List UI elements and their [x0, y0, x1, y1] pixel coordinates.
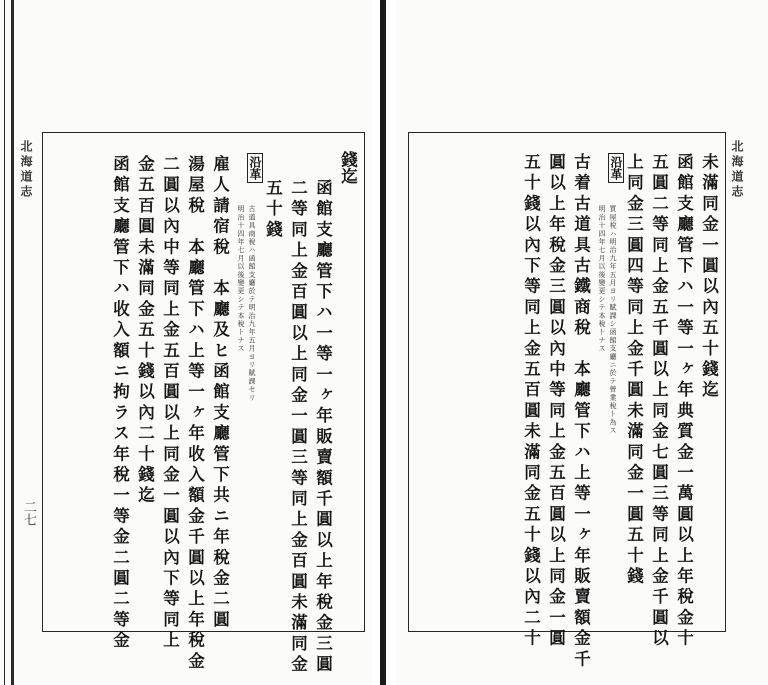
left-running-header: 北海道志 — [19, 140, 33, 200]
text-line: 函館支廳管下ハ一等一ヶ年販賣額千圓以上年稅金三圓 — [313, 179, 333, 676]
history-tag: 沿革 — [247, 153, 263, 183]
annotation-line: 明治十四年七月以後變更シテ本稅トナス — [237, 205, 245, 353]
text-line: 湯屋稅 本廳管下ハ上等一ヶ年收入額金千圓以上年稅金 — [185, 155, 205, 673]
left-folio: 二七 — [21, 500, 36, 526]
text-line: 二等同上金百圓以上同金一圓三等同上金百圓未滿同金 — [288, 179, 308, 676]
text-line: 函館支廳管下ハ收入額ニ拘ラス年稅一等金二圓二等金 — [110, 155, 130, 652]
text-line: 未滿同金一圓以內五十錢迄 — [699, 153, 719, 402]
text-line: 上同金三圓四等同上金千圓未滿同金一圓五十錢 — [624, 153, 644, 588]
book-gutter — [372, 0, 396, 685]
text-line: 五十錢 — [263, 179, 283, 242]
left-page — [0, 0, 372, 685]
section-heading: 錢迄 — [338, 151, 358, 184]
annotation-line: 質屋稅ハ明治九年五月ヨリ賦課シ函館支廳ニ於テ營業稅ト為ス — [609, 205, 617, 435]
history-tag: 沿革 — [608, 153, 624, 183]
text-line: 金五百圓未滿同金五十錢以內二十錢迄 — [135, 155, 155, 507]
text-line: 函館支廳管下ハ一等一ヶ年典質金一萬圓以上年稅金十 — [674, 153, 694, 650]
text-line: 雇人請宿稅 本廳及ヒ函館支廳管下共ニ年稅金二圓 — [210, 155, 230, 632]
right-running-header: 北海道志 — [730, 140, 744, 200]
text-line: 二圓以內中等同上金五百圓以上同金一圓以內下等同上 — [160, 155, 180, 652]
right-text-frame — [408, 132, 726, 671]
annotation-line: 明治十四年七月以後變更シテ本稅トナス — [598, 205, 606, 353]
left-text-frame — [42, 132, 365, 676]
annotation-line: 古道具商稅ハ函館支廳於テ明治九年五月ヨリ賦課セリ — [248, 205, 256, 402]
text-line: 五圓二等同上金五千圓以上同金七圓三等同上金千圓以 — [649, 153, 669, 650]
text-line: 古着古道具古鐵商稅 本廳管下ハ上等一ヶ年販賣額金千 — [571, 153, 591, 671]
text-line: 圓以上年稅金三圓以內中等同上金五百圓以上同金一圓 — [546, 153, 566, 650]
right-page — [396, 0, 768, 685]
text-line: 五十錢以內下等同上金五百圓未滿同金五十錢以內二十 — [521, 153, 541, 650]
